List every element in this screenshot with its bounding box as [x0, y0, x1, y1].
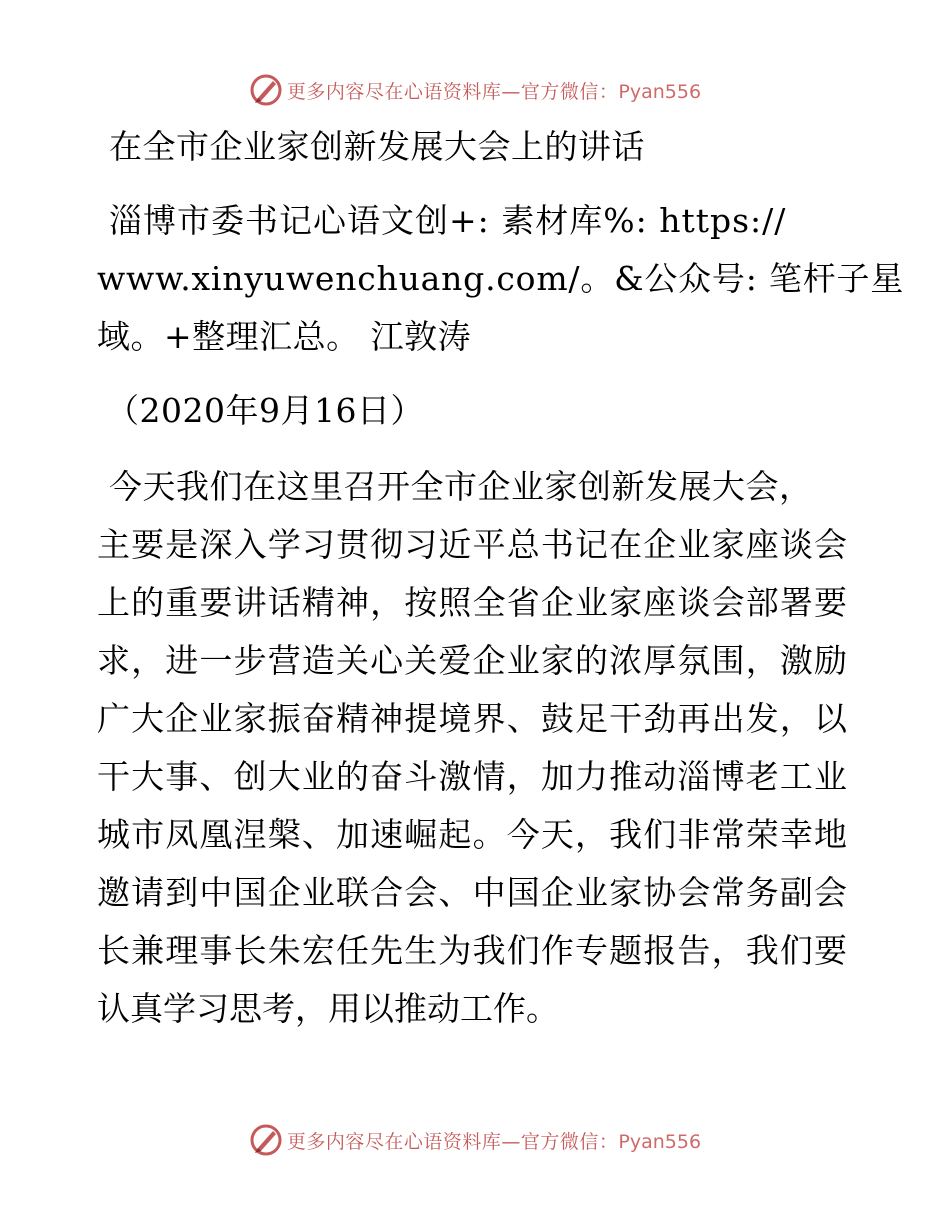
watermark-text: 更多内容尽在心语资料库—官方微信：Pyan556	[286, 1130, 702, 1153]
footer-watermark	[0, 1120, 950, 1160]
document-title: 在全市企业家创新发展大会上的讲话	[109, 127, 645, 166]
author-line-2: www.xinyuwenchuang.com/。&公众号: 笔杆子星	[97, 259, 905, 298]
paragraph-line: 今天我们在这里召开全市企业家创新发展大会，	[109, 467, 813, 506]
pen-logo-icon	[249, 73, 283, 107]
pen-logo-icon	[249, 1123, 283, 1157]
paragraph-line: 求，进一步营造关心关爱企业家的浓厚氛围，激励	[97, 641, 847, 680]
paragraph-line: 认真学习思考，用以推动工作。	[97, 989, 559, 1028]
header-watermark	[0, 70, 950, 110]
watermark-text: 更多内容尽在心语资料库—官方微信：Pyan556	[286, 80, 702, 103]
speech-date: （2020年9月16日）	[106, 391, 424, 430]
author-line-1: 淄博市委书记心语文创+: 素材库%: https://	[109, 201, 787, 240]
paragraph-line: 干大事、创大业的奋斗激情，加力推动淄博老工业	[97, 757, 847, 796]
paragraph-line: 广大企业家振奋精神提境界、鼓足干劲再出发，以	[97, 699, 847, 738]
paragraph-line: 城市凤凰涅槃、加速崛起。今天，我们非常荣幸地	[97, 815, 847, 854]
watermark-account: Pyan556	[618, 80, 702, 103]
paragraph-line: 邀请到中国企业联合会、中国企业家协会常务副会	[97, 873, 847, 912]
paragraph-line: 长兼理事长朱宏任先生为我们作专题报告，我们要	[97, 931, 847, 970]
paragraph-line: 上的重要讲话精神，按照全省企业家座谈会部署要	[97, 583, 847, 622]
watermark-account: Pyan556	[618, 1130, 702, 1153]
author-line-3: 域。+整理汇总。 江敦涛	[97, 317, 472, 356]
paragraph-line: 主要是深入学习贯彻习近平总书记在企业家座谈会	[97, 525, 847, 564]
